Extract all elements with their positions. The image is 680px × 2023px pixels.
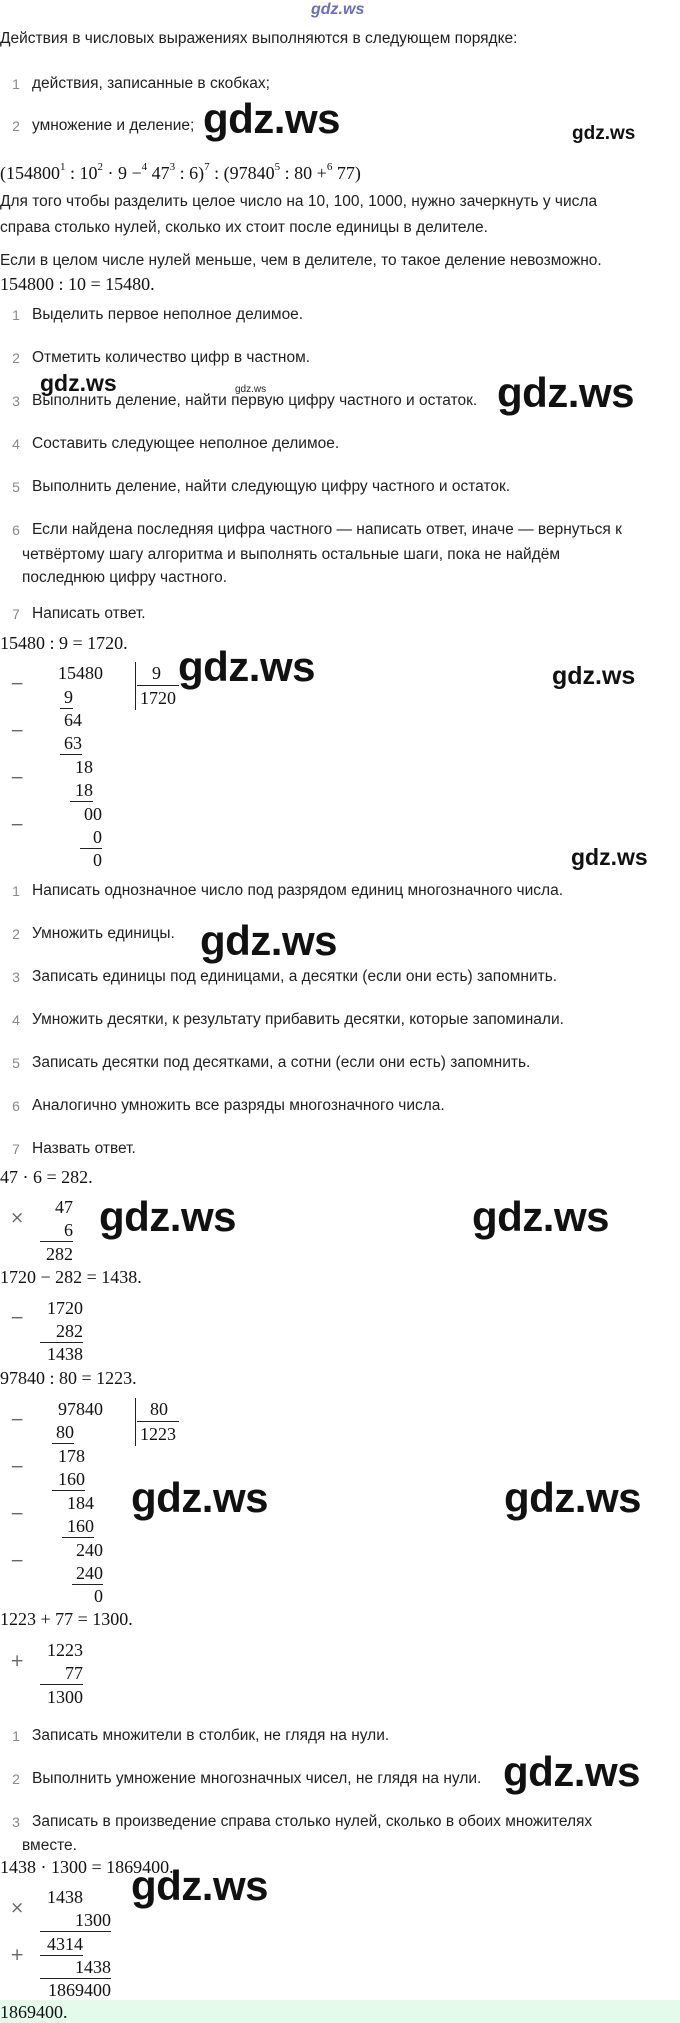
list-number: 3 (12, 393, 20, 409)
divisor: 9 (152, 663, 161, 683)
result: 1300 (47, 1687, 83, 1707)
rule-text: Если в целом числе нулей меньше, чем в делителе, то такое деление невозможно. (0, 252, 602, 269)
expression (0, 162, 361, 187)
watermark: gdz.ws (571, 844, 648, 870)
list-item: Выделить первое неполное делимое. (32, 306, 304, 323)
list-number: 2 (12, 350, 20, 366)
division-row: 63 (60, 732, 82, 755)
watermark: gdz.ws (552, 662, 636, 690)
division-row: 00 (84, 804, 102, 824)
division-row: 160 (52, 1468, 85, 1491)
expr-part: : 6) (179, 163, 205, 183)
list-item: Записать единицы под единицами, а десятки (если они есть) запомнить. (32, 968, 558, 985)
watermark: gdz.ws (504, 1474, 642, 1521)
list-number: 5 (12, 1055, 20, 1071)
list-number: 1 (12, 307, 20, 323)
minus-sign: − (10, 815, 25, 835)
list-number: 4 (12, 436, 20, 452)
order-marker: 5 (274, 161, 281, 173)
operand: 77 (40, 1662, 83, 1685)
operand: 6 (40, 1219, 73, 1242)
list-item: Назвать ответ. (32, 1140, 136, 1157)
minus-sign: − (10, 1504, 25, 1524)
rule-text: Для того чтобы разделить целое число на 10, 100, 1000, нужно зачеркнуть у числа (0, 193, 598, 210)
equation: 1438 · 1300 = 1869400. (0, 1857, 174, 1877)
times-sign: × (10, 1208, 25, 1228)
minus-sign: − (10, 1457, 25, 1477)
list-item-continued: вместе. (22, 1837, 77, 1854)
plus-sign: + (10, 1945, 25, 1965)
list-number: 2 (12, 118, 20, 134)
equation: 154800 : 10 = 15480. (0, 274, 155, 294)
answer-highlight (0, 2000, 680, 2023)
expr-part: (154800 (0, 163, 60, 183)
division-row: 160 (62, 1515, 94, 1538)
list-item: Записать десятки под десятками, а сотни (если они есть) запомнить. (32, 1054, 531, 1071)
division-row: 64 (64, 710, 82, 730)
expr-part: : 10 (70, 163, 98, 183)
minus-sign: − (10, 1410, 25, 1430)
order-marker: 4 (141, 161, 148, 173)
minus-sign: − (10, 1308, 25, 1328)
division-bar (135, 1398, 136, 1446)
watermark: gdz.ws (503, 1748, 641, 1795)
minus-sign: − (10, 674, 25, 694)
division-row: 80 (52, 1421, 74, 1444)
watermark: gdz.ws (472, 1193, 610, 1240)
plus-sign: + (10, 1651, 25, 1671)
dividend: 15480 (58, 663, 103, 683)
division-row: 9 (60, 686, 73, 709)
order-marker: 2 (97, 161, 104, 173)
watermark: gdz.ws (99, 1193, 237, 1240)
list-number: 1 (12, 76, 20, 92)
division-row: 240 (72, 1562, 103, 1585)
partial-product: 4314 (40, 1933, 83, 1956)
expr-part: 47 (151, 163, 170, 183)
operand: 1223 (47, 1640, 83, 1660)
division-row: 178 (58, 1446, 85, 1466)
operand: 47 (55, 1197, 73, 1217)
list-item: Выполнить деление, найти следующую цифру частного и остаток. (32, 478, 511, 495)
divisor: 80 (150, 1399, 168, 1419)
list-item: Аналогично умножить все разряды многозначного числа. (32, 1097, 445, 1114)
operand: 1300 (40, 1909, 111, 1932)
list-item: Умножить десятки, к результату прибавить десятки, которые запоминали. (32, 1011, 564, 1028)
quotient: 1720 (140, 688, 176, 708)
order-marker: 7 (204, 161, 210, 173)
division-row: 184 (67, 1493, 94, 1513)
list-item-continued: четвёртому шагу алгоритма и выполнять остальные шаги, пока не найдём (22, 546, 561, 563)
watermark: gdz.ws (200, 917, 338, 964)
list-number: 6 (12, 1098, 20, 1114)
intro-text: Действия в числовых выражениях выполняются в следующем порядке: (0, 30, 518, 47)
expr-part: · 9 − (107, 163, 142, 183)
list-number: 6 (12, 522, 20, 538)
list-number: 1 (12, 883, 20, 899)
partial-product: 1438 (40, 1956, 111, 1979)
watermark: gdz.ws (572, 123, 636, 144)
division-row: 18 (75, 757, 93, 777)
minus-sign: − (10, 1551, 25, 1571)
result: 1438 (47, 1344, 83, 1364)
rule-text: справа столько нулей, сколько их стоит после единицы в делителе. (0, 219, 488, 236)
quotient: 1223 (140, 1424, 176, 1444)
result: 1869400 (48, 1980, 111, 2000)
order-marker: 3 (169, 161, 176, 173)
list-number: 7 (12, 1141, 20, 1157)
watermark: gdz.ws (131, 1474, 269, 1521)
order-marker: 1 (60, 161, 66, 173)
expr-part: 77) (336, 163, 361, 183)
equation: 15480 : 9 = 1720. (0, 633, 128, 653)
division-row: 18 (70, 779, 93, 802)
list-item: Составить следующее неполное делимое. (32, 435, 340, 452)
equation: 1223 + 77 = 1300. (0, 1609, 133, 1629)
list-item: Выполнить умножение многозначных чисел, не глядя на нули. (32, 1770, 482, 1787)
final-answer: 1869400. (0, 2002, 68, 2022)
watermark: gdz.ws (40, 370, 117, 396)
list-number: 7 (12, 606, 20, 622)
watermark: gdz.ws (497, 369, 635, 416)
result: 282 (46, 1244, 73, 1264)
list-number: 5 (12, 479, 20, 495)
watermark: gdz.ws (203, 95, 341, 142)
list-item-continued: последнюю цифру частного. (22, 569, 228, 586)
division-row: 0 (94, 1586, 103, 1606)
equation: 1720 − 282 = 1438. (0, 1267, 142, 1287)
list-item: Написать ответ. (32, 605, 146, 622)
operand: 1720 (47, 1298, 83, 1318)
list-number: 2 (12, 926, 20, 942)
list-number: 3 (12, 1814, 20, 1830)
minus-sign: − (10, 721, 25, 741)
expr-part: : 80 + (284, 163, 327, 183)
minus-sign: − (10, 768, 25, 788)
expr-part: : (97840 (214, 163, 275, 183)
times-sign: × (10, 1898, 25, 1918)
division-row: 240 (76, 1540, 103, 1560)
quotient-line (137, 685, 179, 686)
watermark: gdz.ws (131, 1862, 269, 1909)
division-bar (135, 662, 136, 710)
dividend: 97840 (58, 1399, 103, 1419)
equation: 97840 : 80 = 1223. (0, 1368, 137, 1388)
list-item: Записать множители в столбик, не глядя на нули. (32, 1727, 390, 1744)
watermark: gdz.ws (178, 643, 316, 690)
equation: 47 · 6 = 282. (0, 1167, 93, 1187)
list-item: Если найдена последняя цифра частного — написать ответ, иначе — вернуться к (32, 521, 622, 538)
list-item: Написать однозначное число под разрядом единиц многозначного числа. (32, 882, 564, 899)
operand: 1438 (47, 1887, 83, 1907)
watermark: gdz.ws (235, 384, 267, 395)
list-number: 2 (12, 1771, 20, 1787)
list-item: Записать в произведение справа столько нулей, сколько в обоих множителях (32, 1813, 593, 1830)
list-item: Отметить количество цифр в частном. (32, 349, 311, 366)
operand: 282 (40, 1320, 83, 1343)
list-item: Умножить единицы. (32, 925, 175, 942)
division-row: 0 (80, 826, 102, 849)
top-watermark: gdz.ws (311, 1, 365, 18)
list-number: 4 (12, 1012, 20, 1028)
division-row: 0 (93, 850, 102, 870)
list-item: умножение и деление; (32, 117, 195, 134)
list-item: Выполнить деление, найти первую цифру частного и остаток. (32, 392, 478, 409)
list-number: 1 (12, 1728, 20, 1744)
list-number: 3 (12, 969, 20, 985)
order-marker: 6 (326, 161, 333, 173)
list-item: действия, записанные в скобках; (32, 75, 270, 92)
quotient-line (137, 1421, 179, 1422)
